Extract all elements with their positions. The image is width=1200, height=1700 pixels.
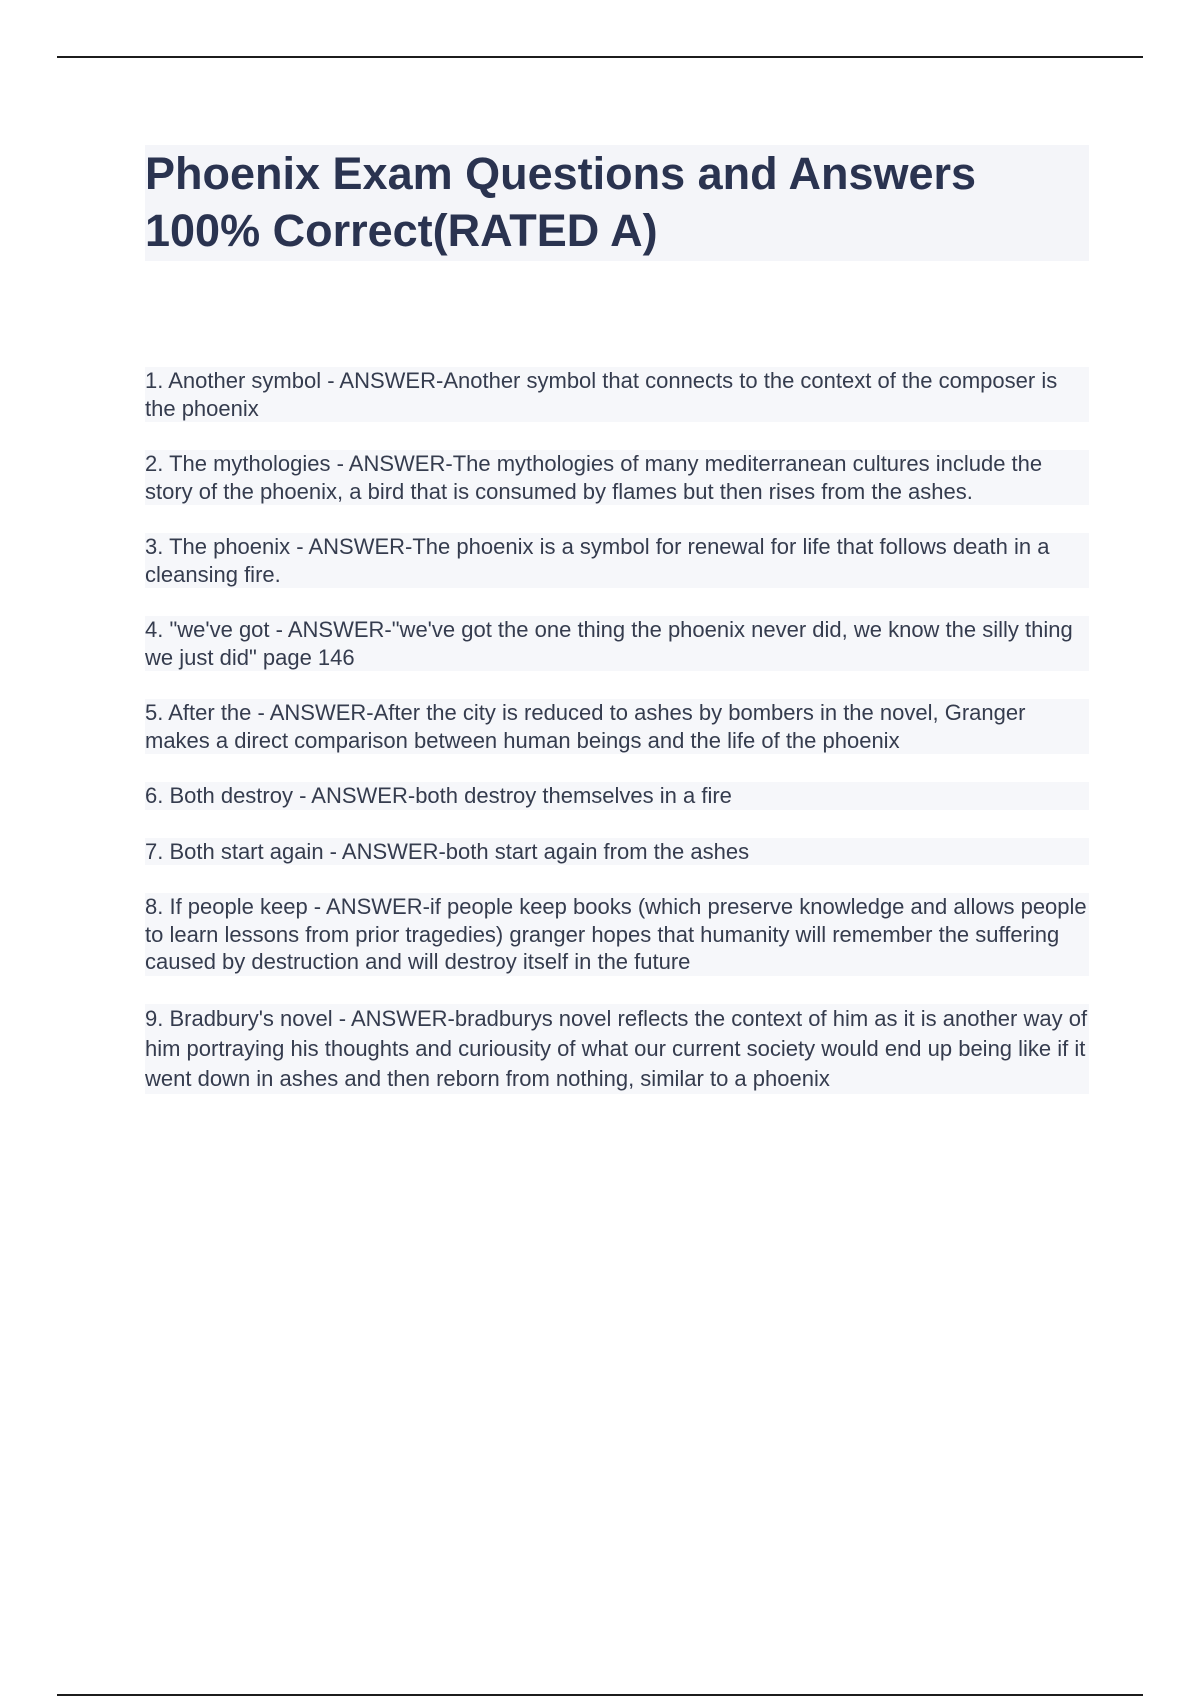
qa-item-1: 1. Another symbol - ANSWER-Another symbol that connects to the context of the composer is the phoenix — [145, 367, 1089, 422]
qa-list — [145, 367, 1089, 1122]
qa-item-5: 5. After the - ANSWER-After the city is reduced to ashes by bombers in the novel, Granger makes a direct comparison between human beings and the life of the phoenix — [145, 699, 1089, 754]
top-rule — [57, 56, 1143, 58]
qa-item-2: 2. The mythologies - ANSWER-The mythologies of many mediterranean cultures include the story of the phoenix, a bird that is consumed by flames but then rises from the ashes. — [145, 450, 1089, 505]
qa-item-9: 9. Bradbury's novel - ANSWER-bradburys novel reflects the context of him as it is another way of him portraying his thoughts and curiousity of what our current society would end up being like if it went down in ashes and then reborn from nothing, similar to a phoenix — [145, 1004, 1089, 1094]
qa-item-3: 3. The phoenix - ANSWER-The phoenix is a symbol for renewal for life that follows death in a cleansing fire. — [145, 533, 1089, 588]
qa-item-6: 6. Both destroy - ANSWER-both destroy themselves in a fire — [145, 782, 1089, 810]
qa-item-8: 8. If people keep - ANSWER-if people keep books (which preserve knowledge and allows people to learn lessons from prior tragedies) granger hopes that humanity will remember the suffering caused by destruction and will destroy itself in the future — [145, 893, 1089, 976]
bottom-rule — [57, 1694, 1143, 1696]
title-block — [145, 145, 1089, 261]
qa-item-7: 7. Both start again - ANSWER-both start again from the ashes — [145, 838, 1089, 866]
page-title: Phoenix Exam Questions and Answers 100% Correct(RATED A) — [145, 148, 977, 256]
qa-item-4: 4. "we've got - ANSWER-"we've got the one thing the phoenix never did, we know the silly thing we just did" page 146 — [145, 616, 1089, 671]
